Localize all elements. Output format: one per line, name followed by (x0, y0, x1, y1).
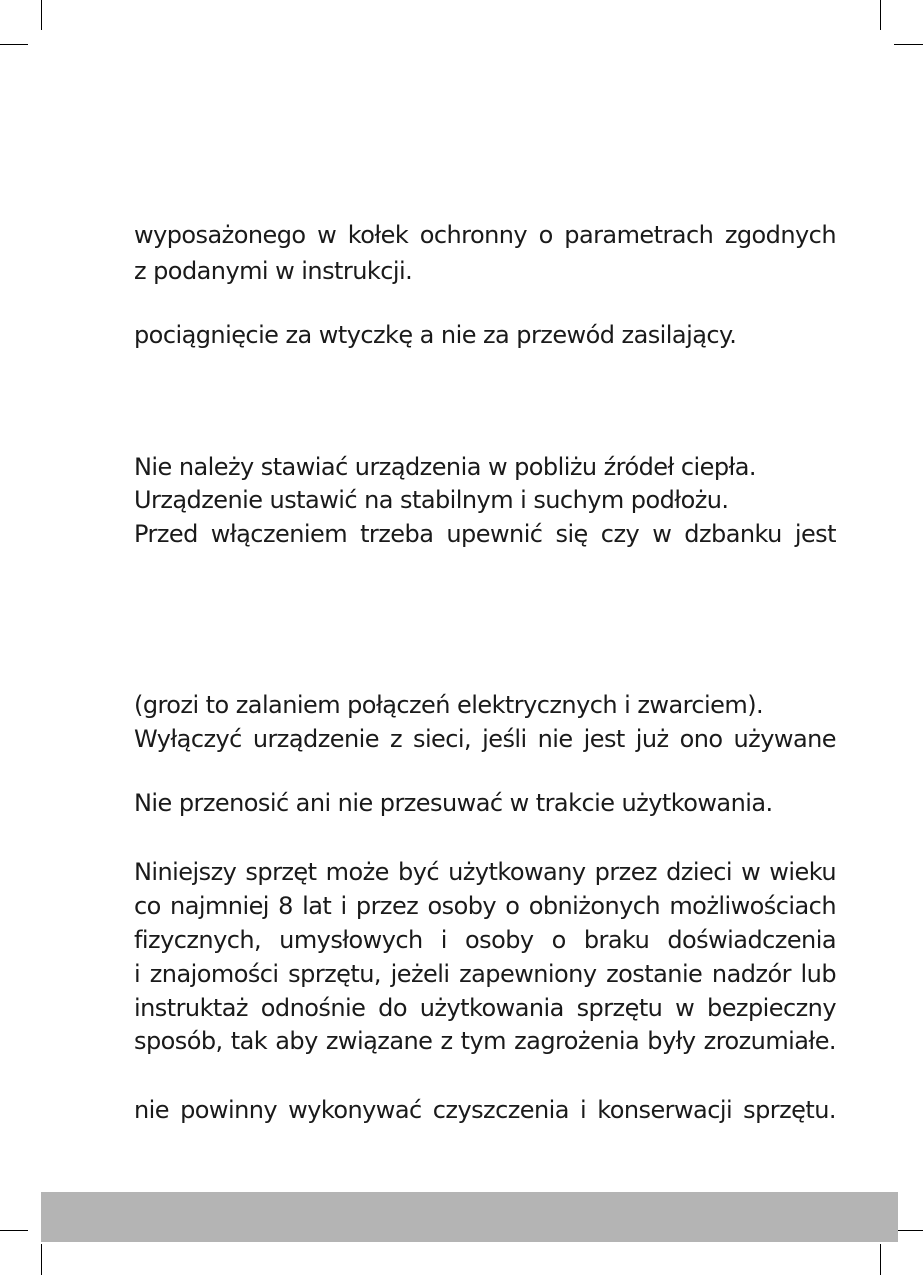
text-line-15: sposób, tak aby związane z tym zagrożenia były zrozumiałe. (134, 1027, 836, 1055)
text-line-3: pociągnięcie za wtyczkę a nie za przewód zasilający. (134, 321, 737, 349)
text-line-2: z podanymi w instrukcji. (134, 257, 413, 285)
crop-mark-top-right-vertical (880, 0, 881, 30)
crop-mark-top-left-horizontal (0, 44, 28, 45)
text-line-16: nie powinny wykonywać czyszczenia i konserwacji sprzętu. (134, 1096, 836, 1124)
text-line-8: Wyłączyć urządzenie z sieci, jeśli nie jest już ono używane (134, 725, 836, 753)
text-line-12: fizycznych, umysłowych i osoby o braku doświadczenia (134, 926, 836, 954)
text-line-1: wyposażonego w kołek ochronny o parametrach zgodnych (134, 221, 836, 249)
crop-mark-bottom-right-horizontal (894, 1230, 923, 1231)
crop-mark-top-right-horizontal (894, 44, 923, 45)
text-line-6: Przed włączeniem trzeba upewnić się czy w dzbanku jest (134, 520, 836, 548)
text-line-13: i znajomości sprzętu, jeżeli zapewniony zostanie nadzór lub (134, 960, 836, 988)
text-line-10: Niniejszy sprzęt może być użytkowany przez dzieci w wieku (134, 858, 836, 886)
text-line-5: Urządzenie ustawić na stabilnym i suchym podłożu. (134, 486, 729, 514)
crop-mark-bottom-left-vertical (41, 1244, 42, 1275)
text-line-14: instruktaż odnośnie do użytkowania sprzętu w bezpieczny (134, 994, 836, 1022)
text-line-9: Nie przenosić ani nie przesuwać w trakcie użytkowania. (134, 789, 773, 817)
text-line-7: (grozi to zalaniem połączeń elektrycznych i zwarciem). (134, 691, 764, 719)
crop-mark-bottom-left-horizontal (0, 1230, 28, 1231)
footer-bar (41, 1192, 898, 1242)
text-line-4: Nie należy stawiać urządzenia w pobliżu źródeł ciepła. (134, 453, 757, 481)
crop-mark-top-left-vertical (41, 0, 42, 30)
crop-mark-bottom-right-vertical (880, 1244, 881, 1275)
text-line-11: co najmniej 8 lat i przez osoby o obniżonych możliwościach (134, 892, 836, 920)
